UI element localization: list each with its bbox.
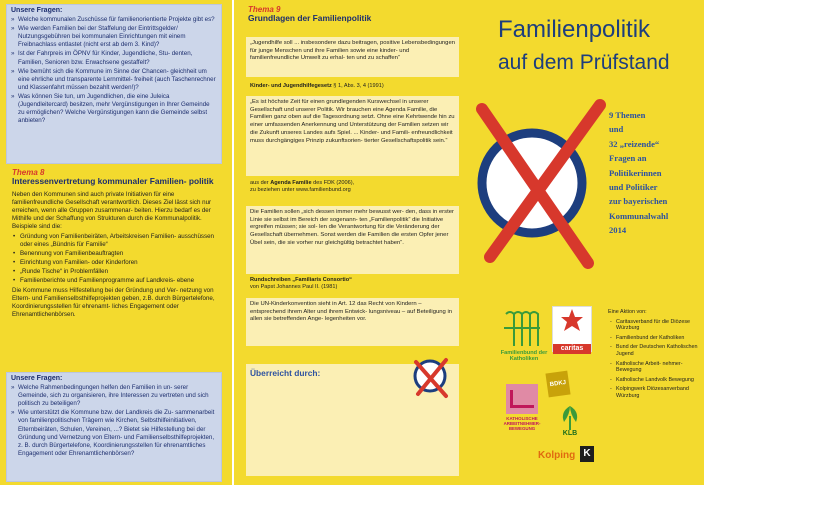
kab-logo-mark xyxy=(510,390,534,408)
thema-intro: Neben den Kommunen sind auch private Initiativen für eine familienfreundliche Gesellschaft verantwortlich. Dieses Ziel lässt sich nur erreichen, wenn alle Gruppen zusammenar- beiten. Hierzu bedarf es der Mithilfe und der Schaffung von Strukturen durch die Kommunalpolitik. Beispiele sind die: xyxy=(12,190,212,230)
list-item: • Gründung von Familienbeiräten, Arbeitskreisen Familien- ausschüssen oder eines „Bündnis für Familie“ xyxy=(12,233,222,249)
caritas-flame-icon xyxy=(553,307,591,339)
thema-closing: Die Kommune muss Hilfestellung bei der Gründung und Ver- netzung von Eltern- und Familienselbsthilfeprojekten geben, z.B. durch Bürgertelefone, Koordinierungsstellen für ehrenamt- liches Engagement oder Ehrenamtlichenbörsen. xyxy=(12,286,215,318)
source-prefix: aus der xyxy=(250,180,271,186)
source-name: Rundschreiben „Familiaris Consortio“ xyxy=(250,277,352,283)
questions-box-2 xyxy=(6,372,222,482)
aktion-item: - Katholische Arbeit- nehmer-Bewegung xyxy=(608,361,702,374)
source-detail: § 1, Abs. 3, 4 (1991) xyxy=(331,83,384,89)
cover-subtitle xyxy=(609,108,699,238)
bdkj-logo: BDKJ xyxy=(545,371,570,398)
question-item: » Wie unterstützt die Kommune bzw. der Landkreis die Zu- sammenarbeit von familienpolitischen Trägern wie Kirchen, Selbsthilfeinitiativen, Elternbeiräten, Schulen, Vereinen, ...? Bietet sie Hilfestellung bei der Gründung und Vernetzung von Eltern- und Familienselbsthilfeprojekten, z. B. durch Bürgertelefone, Koordinierungsstellen für ehrenamtliches Engagement oder Ehrenamtlichenbörsen? xyxy=(11,409,217,458)
subtitle-line: und xyxy=(609,124,624,135)
kab-logo-icon xyxy=(506,384,538,414)
question-item: » Ist der Fahrpreis im ÖPNV für Kinder, Jugendliche, Stu- denten, Familien, Senioren bzw. Erwachsene gestaffelt? xyxy=(11,50,217,66)
aktion-item: - Bund der Deutschen Katholischen Jugend xyxy=(608,344,702,357)
subtitle-line: Politikerinnen xyxy=(609,167,662,178)
source-name: Agenda Familie xyxy=(270,180,312,186)
thema9-heading xyxy=(248,5,371,24)
subtitle-line: 32 „reizende“ xyxy=(609,138,660,149)
question-item: » Was können Sie tun, um Jugendlichen, die eine Juleica (Jugendleitercard) besitzen, mehr Vergünstigungen in Ihrer Gemeinde zu ermöglichen? Welche Vergünstigungen kann die Gemeinde selbst anbieten? xyxy=(11,93,217,125)
list-item: • Familienberichte und Familienprogramme auf Landkreis- ebene xyxy=(12,277,222,285)
cover-title-line1: Familienpolitik xyxy=(498,16,651,43)
list-item: • „Runde Tische“ in Problemfällen xyxy=(12,268,222,276)
subtitle-line: 2014 xyxy=(609,225,627,236)
questions-title: Unsere Fragen: xyxy=(11,375,63,382)
thema-label: Thema 8 xyxy=(12,168,45,177)
aktion-item: - Familienbund der Katholiken xyxy=(608,335,702,342)
subtitle-line: und Politiker xyxy=(609,182,658,193)
quote-source-1 xyxy=(250,83,460,90)
cover-title-line2: auf dem Prüfstand xyxy=(498,51,670,74)
ballot-stamp-small-icon xyxy=(410,356,454,400)
source-url: zu beziehen unter www.familienbund.org xyxy=(250,187,351,194)
subtitle-line: Kommunalwahl xyxy=(609,210,669,221)
quote-source-2 xyxy=(250,180,460,194)
quote-box-4: Die UN-Kinderkonvention sieht in Art. 12 das Recht von Kindern – entsprechend ihrem Alter und ihrem Entwick- lungsniveau – auf Beteiligung in allen sie betreffenden Ange- legenheiten vor. xyxy=(246,298,459,346)
question-item: » Welche Rahmenbedingungen helfen den Familien in un- serer Gemeinde, sich zu organisieren, ihre Interessen zu vertreten und sich politisch zu beteiligen? xyxy=(11,384,217,408)
familienbund-logo-text: Familienbund der Katholiken xyxy=(500,350,548,362)
quote-box-2: „Es ist höchste Zeit für einen grundlegenden Kurswechsel in unserer Gesellschaft und unserer Politik. Wir brauchen eine Agenda Familie, die Familien ganz oben auf die Tagesordnung setzt. Ohne eine Kehrtwende hin zu einer umfassenden Anerkennung und Unterstützung der Familien setzen wir die Zukunft unseres Landes aufs Spiel. ... Kinder- und Famili- enfreundlichkeit muss durchgängiges Prinzip zukunftsorien- tierter Gesellschaftspolitik sein.“ xyxy=(246,96,459,176)
source-name: Kinder- und Jugendhilfegesetz xyxy=(250,83,332,89)
quote-source-3 xyxy=(250,277,460,291)
aktion-section xyxy=(608,309,702,403)
aktion-title: Eine Aktion von: xyxy=(608,309,647,315)
aktion-item: - Kolpingwerk Diözesanverband Würzburg xyxy=(608,386,702,399)
thema8-section xyxy=(12,168,222,319)
source-detail: von Papst Johannes Paul II. (1981) xyxy=(250,284,338,291)
aktion-item: - Caritasverband für die Diözese Würzburg xyxy=(608,319,702,332)
question-item: » Wie werden Familien bei der Staffelung der Eintrittsgelder/ Nutzungsgebühren bei kommunalen Einrichtungen mit einem Freibnachlass entlastet (nicht erst ab dem 3. Kind)? xyxy=(11,25,217,49)
list-item: • Benennung von Familienbeauftragten xyxy=(12,250,222,258)
quote-box-3: Die Familien sollen „sich dessen immer mehr bewusst wer- den, dass in erster Linie sie selbst im Bereich der sogenann- ten „Familienpolitik“ die Initiative ergreifen müssen; sie sol- len die Verantwortung für die Veränderung der Gesellschaft übernehmen. Sonst werden die Familien die ersten Opfer jener Übel sein, die sie vorher nur gleichgültig betrachtet haben“. xyxy=(246,206,459,274)
ballot-cross-icon xyxy=(470,95,610,270)
familienbund-logo-icon xyxy=(500,308,544,348)
questions-box-1 xyxy=(6,4,222,164)
thema-label: Thema 9 xyxy=(248,5,281,14)
source-detail: des FDK (2006), xyxy=(311,180,355,186)
aktion-item: - Katholische Landvolk Bewegung xyxy=(608,377,702,384)
subtitle-line: 9 Themen xyxy=(609,110,646,120)
kab-logo-text: KATHOLISCHE ARBEITNEHMER- BEWEGUNG xyxy=(503,416,541,432)
list-item: • Einrichtung von Familien- oder Kinderforen xyxy=(12,259,222,267)
question-item: » Wie bemüht sich die Kommune im Sinne der Chancen- gleichheit um eine ehrliche und transparente Lernmittel- freiheit (auch Taschenrechner und Klassenfahrt müssen bezahlt werden!)? xyxy=(11,68,217,92)
quote-box-1: „Jugendhilfe soll ... insbesondere dazu beitragen, positive Lebensbedingungen für junge Menschen und ihre Familien sowie eine kinder- und familienfreundliche Umwelt zu erhal- ten und zu schaffen“ xyxy=(246,37,459,77)
klb-logo-text: KLB xyxy=(562,430,578,437)
thema-title: Grundlagen der Familienpolitik xyxy=(248,13,372,23)
handed-over-label: Überreicht durch: xyxy=(250,368,321,378)
caritas-logo-text: caritas xyxy=(553,344,591,354)
kolping-logo-text: Kolping xyxy=(538,450,576,461)
subtitle-line: Fragen an xyxy=(609,153,647,164)
caritas-logo xyxy=(552,306,592,352)
subtitle-line: zur bayerischen xyxy=(609,196,668,207)
kolping-k-icon: K xyxy=(580,446,594,462)
questions-title: Unsere Fragen: xyxy=(11,7,63,14)
thema-title: Interessenvertretung kommunaler Familien- politik xyxy=(12,176,214,186)
question-item: » Welche kommunalen Zuschüsse für familienorientierte Projekte gibt es? xyxy=(11,16,217,24)
